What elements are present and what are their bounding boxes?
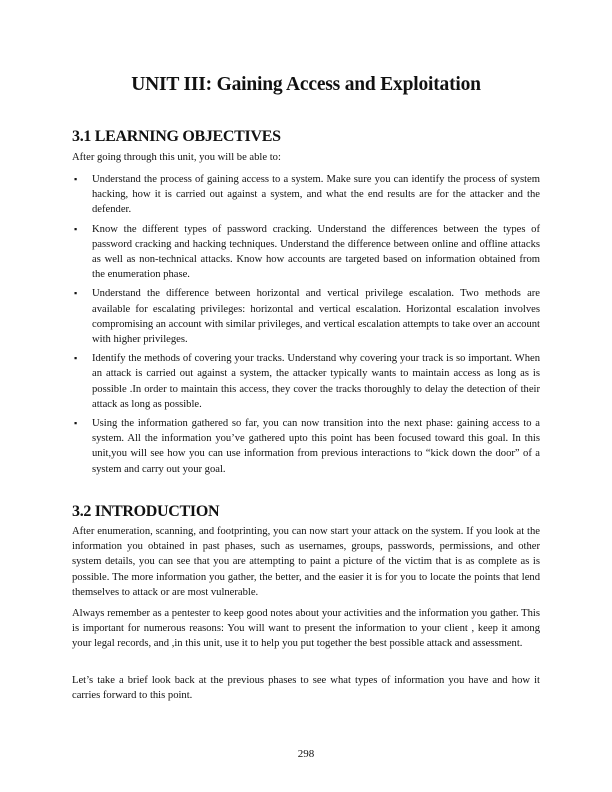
list-item	[72, 286, 540, 347]
list-item-text: Know the different types of password cracking. Understand the differences between the types of password cracking and hacking techniques. Understand the difference between online and offline attacks as well as non-technical attacks. Know how accounts are targeted based on information obtained from the enumeration phase.	[92, 223, 540, 281]
section-heading-objectives: 3.1 LEARNING OBJECTIVES	[72, 128, 281, 145]
bullet-icon: ▪	[74, 223, 78, 234]
introduction-paragraph-2: Always remember as a pentester to keep good notes about your activities and the information you gather. This is important for numerous reasons: You will want to present the information to your client , keep it among your legal records, and ,in this unit, use it to help you put together the best possible attack and assessment.	[72, 608, 540, 650]
bullet-icon: ▪	[74, 174, 78, 184]
list-item-text: Understand the difference between horizontal and vertical privilege escalation. Two methods are available for escalating privileges: horizontal and vertical escalation. Horizontal escalation involves compromising an account with similar privileges, and vertical escalation attempts to take over an account with higher privileges.	[92, 288, 540, 346]
bullet-icon: ▪	[74, 288, 78, 299]
list-item	[72, 416, 540, 477]
section-heading-introduction: 3.2 INTRODUCTION	[72, 503, 220, 520]
bullet-icon: ▪	[74, 418, 78, 429]
list-item	[72, 222, 540, 283]
objectives-list	[72, 172, 540, 481]
list-item	[72, 351, 540, 412]
list-item	[72, 172, 540, 218]
list-item-text: Identify the methods of covering your tracks. Understand why covering your track is so important. When an attack is carried out against a system, the attacker typically wants to maintain access as long as is possible .In order to maintain this access, they cover the tracks thoroughly to delay the detection of their attack as long as possible.	[92, 353, 540, 410]
bullet-icon: ▪	[74, 353, 78, 364]
list-item-text: Using the information gathered so far, you can now transition into the next phase: gaining access to a system. All the information you’ve gathered upto this point has been focused toward this goal. In this unit,you will see how you can use information from previous interactions to “kick down the door” of a system and carry out your goal.	[92, 418, 540, 475]
list-item-text: Understand the process of gaining access to a system. Make sure you can identify the process of system hacking, how it is carried out against a system, and what the end results are for the attacker and the defender.	[92, 174, 540, 216]
introduction-paragraph-1: After enumeration, scanning, and footprinting, you can now start your attack on the system. If you look at the information you obtained in past phases, such as usernames, groups, passwords, permissions, and other system details, you can see that you are attempting to paint a picture of the victim that is as complete as is possible. The more information you gather, the better, and the easier it is for you to locate the points that lend themselves to attack or are most vulnerable.	[72, 526, 540, 598]
objectives-intro: After going through this unit, you will be able to:	[72, 152, 281, 163]
unit-title: UNIT III: Gaining Access and Exploitation	[131, 74, 481, 95]
page-number: 298	[297, 748, 315, 760]
introduction-paragraph-3: Let’s take a brief look back at the previous phases to see what types of information you have and how it carries forward to this point.	[72, 675, 540, 702]
